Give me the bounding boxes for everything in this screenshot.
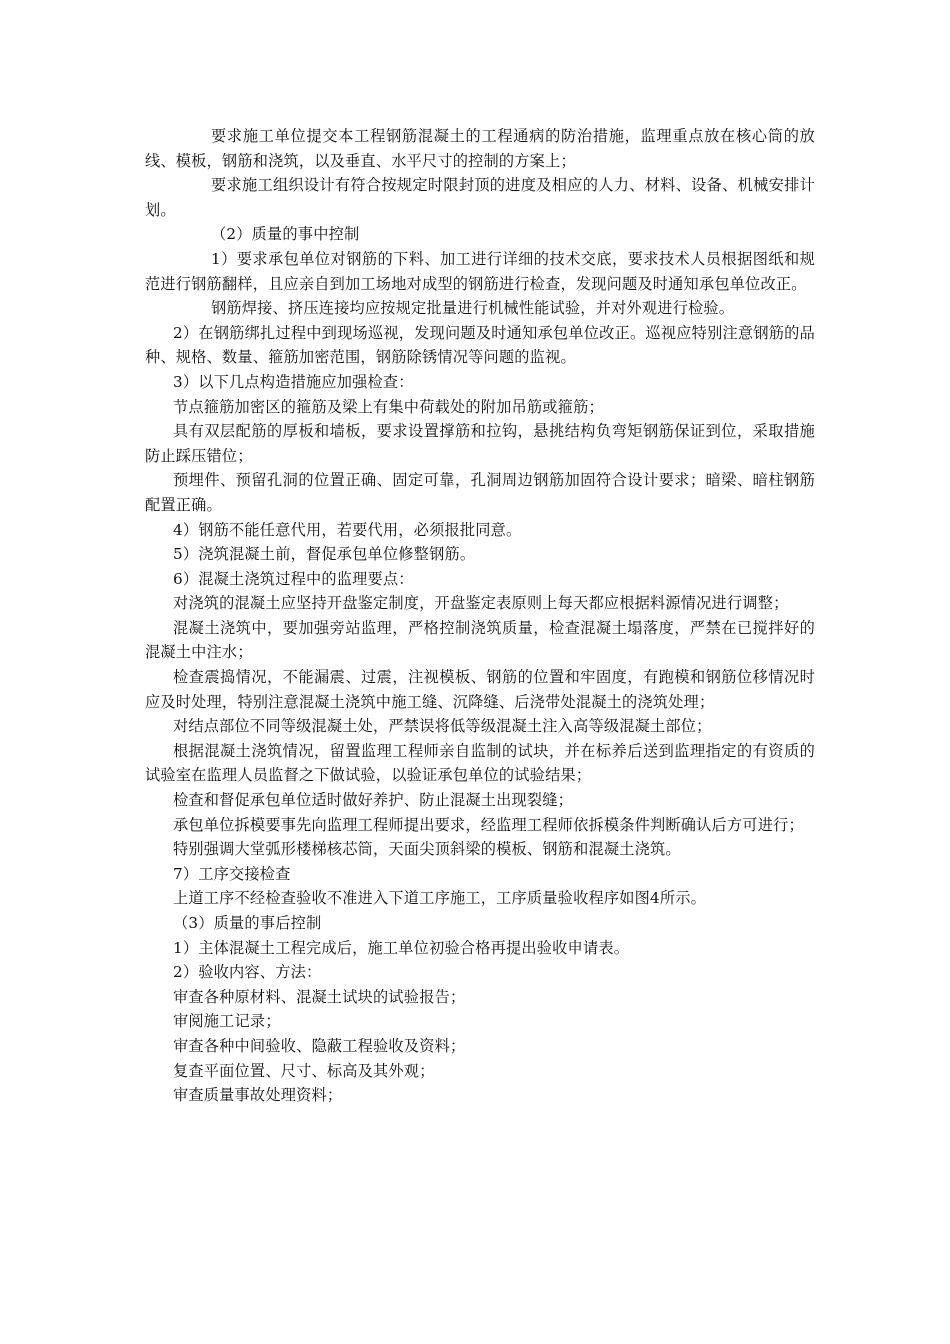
paragraph: 上道工序不经检查验收不准进入下道工序施工，工序质量验收程序如图4所示。 [173,889,707,908]
paragraph: 根据混凝土浇筑情况，留置监理工程师亲自监制的试块，并在标养后送到监理指定的有资质的试验室在监理人员监督之下做试验，以验证承包单位的试验结果； [145,741,815,785]
paragraph: 节点箍筋加密区的箍筋及梁上有集中荷载处的附加吊筋或箍筋； [173,397,604,416]
paragraph: 具有双层配筋的厚板和墙板，要求设置撑筋和拉钩，悬挑结构负弯矩钢筋保证到位，采取措施防止踩压错位； [145,422,815,465]
paragraph: 复查平面位置、尺寸、标高及其外观； [173,1061,435,1080]
paragraph: 特别强调大堂弧形楼梯核芯筒，天面尖顶斜梁的模板、钢筋和混凝土浇筑。 [173,840,681,859]
paragraph: 承包单位拆模要事先向监理工程师提出要求，经监理工程师依拆模条件判断确认后方可进行； [173,815,804,834]
paragraph: 7）工序交接检查 [173,864,291,883]
paragraph: 审查各种中间验收、隐蔽工程验收及资料； [173,1036,466,1055]
paragraph: 对结点部位不同等级混凝土处，严禁误将低等级混凝土注入高等级混凝土部位； [173,717,712,736]
section-heading: （2）质量的事中控制 [211,225,360,244]
paragraph: 4）钢筋不能任意代用，若要代用，必须报批同意。 [173,520,522,539]
paragraph: 2）在钢筋绑扎过程中到现场巡视，发现问题及时通知承包单位改正。巡视应特别注意钢筋的品种、规格、数量、箍筋加密范围，钢筋除锈情况等问题的监视。 [145,323,815,367]
paragraph: 要求施工单位提交本工程钢筋混凝土的工程通病的防治措施，监理重点放在核心筒的放线、模板，钢筋和浇筑，以及垂直、水平尺寸的控制的方案上； [145,127,815,170]
paragraph: 钢筋焊接、挤压连接均应按规定批量进行机械性能试验，并对外观进行检验。 [211,299,735,318]
paragraph: 审查各种原材料、混凝土试块的试验报告； [173,987,466,1006]
paragraph: 对浇筑的混凝土应坚持开盘鉴定制度，开盘鉴定表原则上每天都应根据料源情况进行调整； [173,594,789,613]
paragraph: 6）混凝土浇筑过程中的监理要点： [173,569,414,588]
paragraph: 3）以下几点构造措施应加强检查： [173,372,414,391]
paragraph: 预埋件、预留孔洞的位置正确、固定可靠，孔洞周边钢筋加固符合设计要求；暗梁、暗柱钢筋配置正确。 [145,471,815,514]
document-body [145,124,815,1108]
paragraph: 检查和督促承包单位适时做好养护、防止混凝土出现裂缝； [173,791,574,810]
paragraph: 2）验收内容、方法： [173,963,322,982]
section-heading: （3）质量的事后控制 [173,914,322,932]
paragraph: 要求施工组织设计有符合按规定时限封顶的进度及相应的人力、材料、设备、机械安排计划。 [145,176,815,219]
paragraph: 审阅施工记录； [173,1012,281,1031]
paragraph: 1）主体混凝土工程完成后，施工单位初验合格再提出验收申请表。 [173,938,630,957]
paragraph: 审查质量事故处理资料； [173,1086,343,1105]
paragraph: 混凝土浇筑中，要加强旁站监理，严格控制浇筑质量，检查混凝土塌落度，严禁在已搅拌好的混凝土中注水； [145,618,815,662]
paragraph: 检查震捣情况，不能漏震、过震，注视模板、钢筋的位置和牢固度，有跑模和钢筋位移情况时应及时处理，特别注意混凝土浇筑中施工缝、沉降缝、后浇带处混凝土的浇筑处理； [145,668,815,711]
paragraph: 5）浇筑混凝土前，督促承包单位修整钢筋。 [173,545,476,564]
paragraph: 1）要求承包单位对钢筋的下料、加工进行详细的技术交底，要求技术人员根据图纸和规范进行钢筋翻样，且应亲自到加工场地对成型的钢筋进行检查，发现问题及时通知承包单位改正。 [145,249,815,293]
